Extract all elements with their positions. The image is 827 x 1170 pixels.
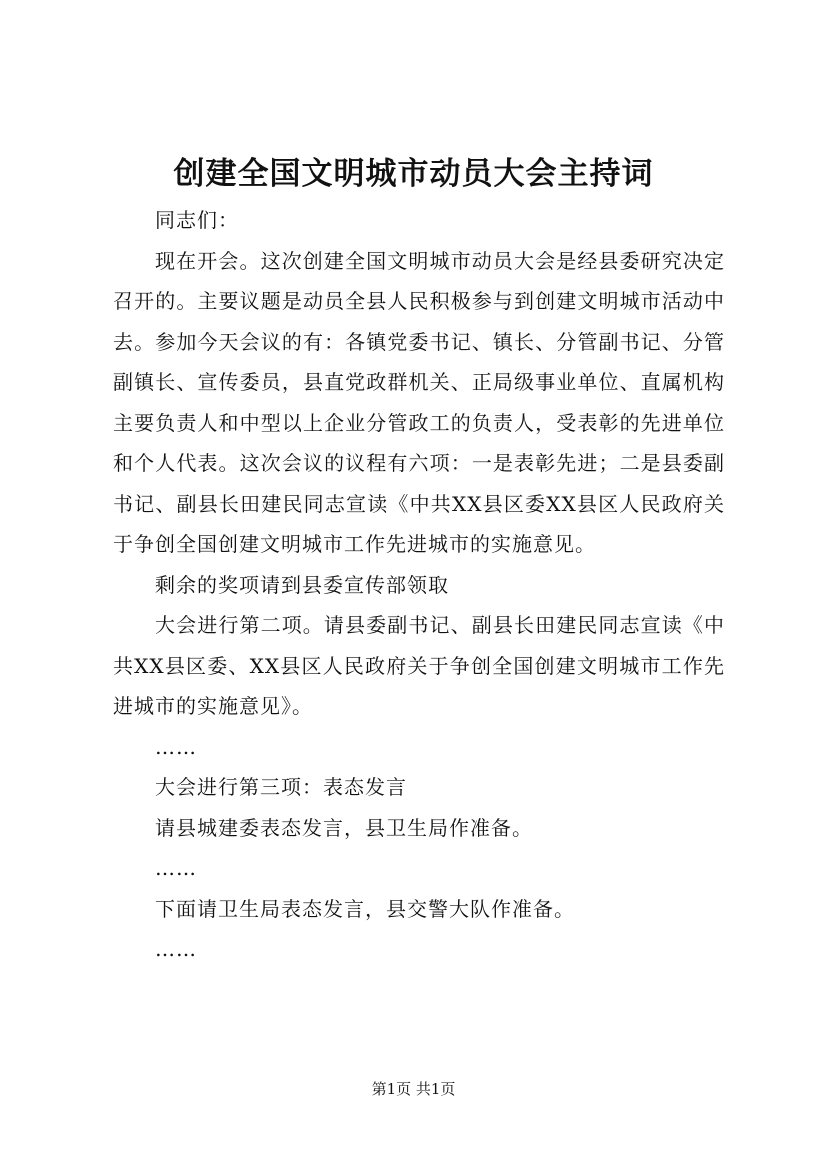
paragraph-awards-note: 剩余的奖项请到县委宣传部领取 <box>155 572 449 597</box>
ellipsis-3: …… <box>155 937 197 961</box>
paragraph-opening: 现在开会。这次创建全国文明城市动员大会是经县委研究决定召开的。主要议题是动员全县人民积极参与到创建文明城市活动中去。参加今天会议的有：各镇党委书记、镇长、分管副书记、分管副镇长、宣传委员，县直党政群机关、正局级事业单位、直属机构主要负责人和中型以上企业分管政工的负责人，受表彰的先进单位和个人代表。这次会议的议程有六项：一是表彰先进；二是县委副书记、副县长田建民同志宣读《中共XX县区委XX县区人民政府关于争创全国创建文明城市工作先进城市的实施意见。 <box>113 248 725 556</box>
paragraph-speaker-1: 请县城建委表态发言，县卫生局作准备。 <box>155 815 533 840</box>
page-footer: 第1页 共1页 <box>371 1080 456 1098</box>
document-body <box>113 200 725 970</box>
ellipsis-2: …… <box>155 856 197 880</box>
paragraph-agenda-item-3: 大会进行第三项：表态发言 <box>155 775 407 799</box>
ellipsis-1: …… <box>155 734 197 759</box>
salutation: 同志们： <box>155 208 239 232</box>
paragraph-speaker-2: 下面请卫生局表态发言，县交警大队作准备。 <box>155 896 575 921</box>
document-title: 创建全国文明城市动员大会主持词 <box>173 156 654 192</box>
paragraph-agenda-item-2: 大会进行第二项。请县委副书记、副县长田建民同志宣读《中共XX县区委、XX县区人民政府关于争创全国创建文明城市工作先进城市的实施意见》。 <box>113 613 725 718</box>
